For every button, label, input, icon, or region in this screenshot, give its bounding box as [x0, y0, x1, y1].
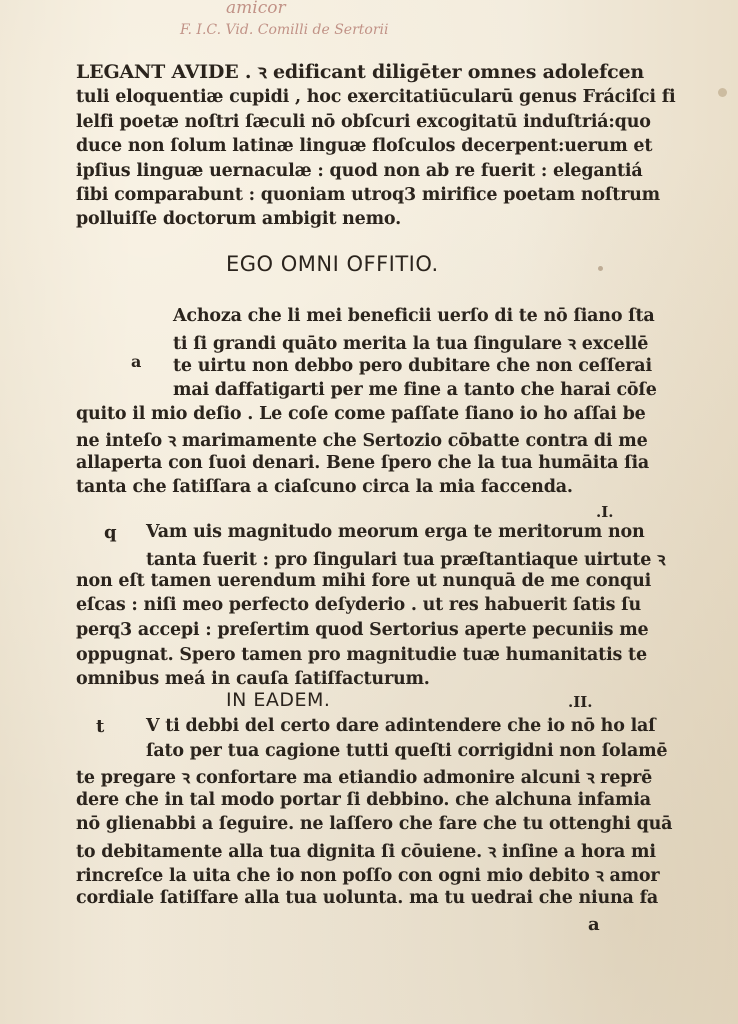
text-line: tuli eloquentiæ cupidi , hoc exercitatiūcularū genus Fráciſci fi: [76, 87, 676, 107]
text-line: ſibi comparabunt : quoniam utroq3 mirifice poetam noſtrum: [76, 185, 660, 205]
text-line: Vam uis magnitudo meorum erga te meritorum non: [146, 522, 645, 542]
text-line: Achoza che li mei beneficii uerſo di te nō ſiano ſta: [173, 306, 655, 326]
text-line: duce non ſolum latinæ linguæ floſculos decerpent:uerum et: [76, 136, 653, 156]
text-line: te uirtu non debbo pero dubitare che non ceſſerai: [173, 356, 652, 376]
paper-stain: [598, 266, 603, 271]
text-line: polluiſſe doctorum ambigit nemo.: [76, 209, 401, 229]
letter-number: .II.: [568, 693, 593, 711]
manuscript-annotation: amicor: [226, 0, 286, 18]
text-line: ſato per tua cagione tutti queſti corrigidni non ſolamē: [146, 741, 668, 761]
text-line: cordiale ſatiſfare alla tua uolunta. ma tu uedrai che niuna fa: [76, 888, 659, 908]
text-line: nō glienabbi a ſeguire. ne laſſero che fare che tu ottenghi quā: [76, 814, 673, 834]
text-line: ipſius linguæ uernaculæ : quod non ab re fuerit : elegantiá: [76, 161, 643, 181]
text-line: tanta che ſatiſſara a ciaſcuno circa la mia faccenda.: [76, 477, 573, 497]
letter-number: .I.: [596, 503, 614, 521]
letter-heading: IN EADEM.: [226, 689, 331, 711]
initial-guide-letter: a: [131, 352, 142, 371]
text-line: rincreſce la uita che io non poſſo con ogni mio debito ꝛ amor: [76, 866, 660, 886]
text-line: ti ſi grandi quāto merita la tua ſingulare ꝛ excellē: [173, 334, 649, 354]
text-line: dere che in tal modo portar ſi debbino. che alchuna infamia: [76, 790, 651, 810]
text-line: to debitamente alla tua dignita ſi cōuiene. ꝛ inſine a hora mi: [76, 842, 656, 862]
text-line: quito il mio deſio . Le coſe come paſſate ſiano io ho aſſai be: [76, 404, 646, 424]
text-line: tanta fuerit : pro ſingulari tua præſtantiaque uirtute ꝛ: [146, 550, 666, 570]
text-line: V ti debbi del certo dare adintendere che io nō ho laſ: [146, 716, 656, 736]
paper-stain: [718, 88, 727, 97]
text-line: omnibus meá in cauſa ſatiſfacturum.: [76, 669, 430, 689]
catchword: a: [588, 914, 600, 935]
text-line: te pregare ꝛ confortare ma etiandio admonire alcuni ꝛ reprē: [76, 768, 653, 788]
manuscript-annotation: F. I.C. Vid. Comilli de Sertorii: [180, 22, 389, 38]
text-line: ne inteſo ꝛ marimamente che Sertozio cōbatte contra di me: [76, 431, 648, 451]
text-line: perq3 accepi : preſertim quod Sertorius aperte pecuniis me: [76, 620, 649, 640]
section-title: EGO OMNI OFFITIO.: [226, 252, 439, 276]
text-line: mai daffatigarti per me fine a tanto che harai cōſe: [173, 380, 657, 400]
text-line: LEGANT AVIDE . ꝛ edificant diligēter omnes adolefcen: [76, 61, 645, 83]
text-line: lelfi poetæ noſtri ſæculi nō obſcuri excogitatū induſtriá:quo: [76, 112, 651, 132]
text-line: non eſt tamen uerendum mihi fore ut nunquā de me conqui: [76, 571, 652, 591]
text-line: allaperta con ſuoi denari. Bene ſpero che la tua humāita ſia: [76, 453, 650, 473]
initial-guide-letter: q: [104, 522, 117, 543]
initial-guide-letter: t: [96, 716, 105, 737]
text-line: eſcas : niſi meo perfecto deſyderio . ut res habuerit ſatis ſu: [76, 595, 642, 615]
text-line: oppugnat. Spero tamen pro magnitudie tuæ humanitatis te: [76, 645, 647, 665]
